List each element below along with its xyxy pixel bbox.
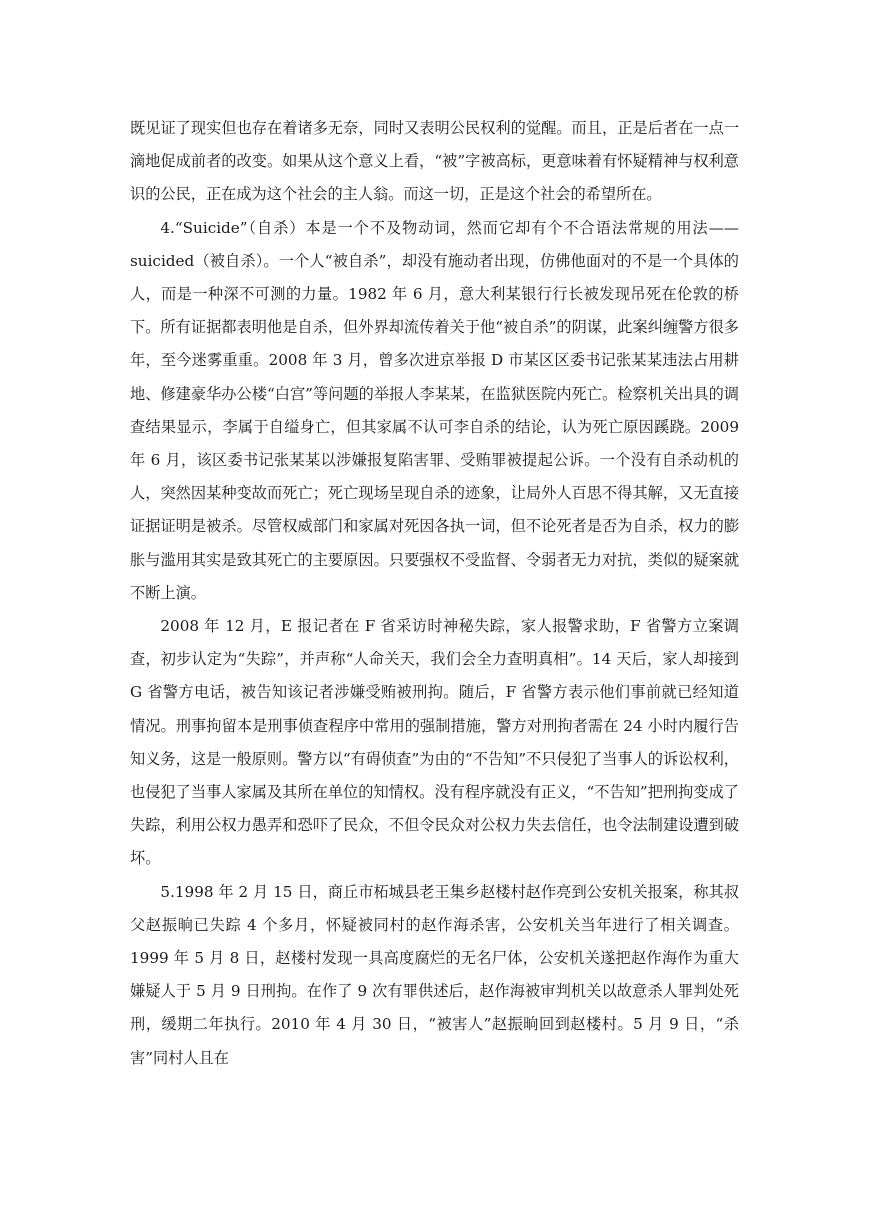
paragraph-zhao-zuohai: 5.1998 年 2 月 15 日，商丘市柘城县老王集乡赵楼村赵作亮到公安机关报案，称其叔父赵振晌已失踪 4 个多月，怀疑被同村的赵作海杀害，公安机关当年进行了相关调查。1999 年 5 月 8 日，赵楼村发现一具高度腐烂的无名尸体，公安机关遂把赵作海作为重大嫌疑人于 5 月 9 日刑拘。在作了 9 次有罪供述后，赵作海被审判机关以故意杀人罪判处死刑，缓期二年执行。2010 年 4 月 30 日，“被害人”赵振晌回到赵楼村。5 月 9 日，“杀害”同村人且在 bbox=[130, 882, 739, 1067]
paragraph-journalist: 2008 年 12 月，E 报记者在 F 省采访时神秘失踪，家人报警求助，F 省警方立案调查，初步认定为“失踪”，并声称“人命关天，我们会全力查明真相”。14 天后，家人却接到 G 省警方电话，被告知该记者涉嫌受贿被刑拘。随后，F 省警方表示他们事前就已经知道情况。刑事拘留本是刑事侦查程序中常用的强制措施，警方对刑拘者需在 24 小时内履行告知义务，这是一般原则。警方以“有碍侦查”为由的“不告知”不只侵犯了当事人的诉讼权利，也侵犯了当事人家属及其所在单位的知情权。没有程序就没有正义，“不告知”把刑拘变成了失踪，利用公权力愚弄和恐吓了民众，不但令民众对公权力失去信任，也令法制建设遭到破坏。 bbox=[130, 617, 739, 868]
document-body bbox=[130, 112, 739, 1075]
paragraph-continuation: 既见证了现实但也存在着诸多无奈，同时又表明公民权利的觉醒。而且，正是后者在一点一滴地促成前者的改变。如果从这个意义上看，“被”字被高标，更意味着有怀疑精神与权利意识的公民，正在成为这个社会的主人翁。而这一切，正是这个社会的希望所在。 bbox=[130, 119, 739, 204]
paragraph-suicide: 4.“Suicide”（自杀）本是一个不及物动词，然而它却有个不合语法常规的用法——suicided（被自杀）。一个人“被自杀”，却没有施动者出现，仿佛他面对的不是一个具体的人，而是一种深不可测的力量。1982 年 6 月，意大利某银行行长被发现吊死在伦敦的桥下。所有证据都表明他是自杀，但外界却流传着关于他“被自杀”的阴谋，此案纠缠警方很多年，至今迷雾重重。2008 年 3 月，曾多次进京举报 D 市某区区委书记张某某违法占用耕地、修建豪华办公楼“白宫”等问题的举报人李某某，在监狱医院内死亡。检察机关出具的调查结果显示，李属于自缢身亡，但其家属不认可李自杀的结论，认为死亡原因蹊跷。2009 年 6 月，该区委书记张某某以涉嫌报复陷害罪、受贿罪被提起公诉。一个没有自杀动机的人，突然因某种变故而死亡；死亡现场呈现自杀的迹象，让局外人百思不得其解，又无直接证据证明是被杀。尽管权威部门和家属对死因各执一词，但不论死者是否为自杀，权力的膨胀与滥用其实是致其死亡的主要原因。只要强权不受监督、令弱者无力对抗，类似的疑案就不断上演。 bbox=[130, 218, 739, 602]
